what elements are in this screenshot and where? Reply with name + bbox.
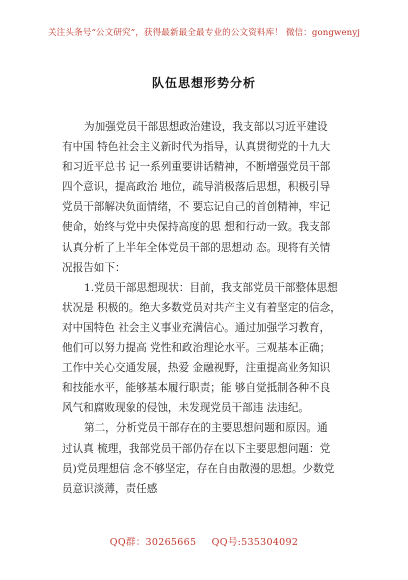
body-line: 第二，分析党员干部存在的主要思想问题和原因。通 [84,422,328,435]
body-line: 风气和腐败现象的侵蚀，未发现党员干部违 法违纪。 [62,402,310,415]
body-line: 和习近平总书 记一系列重要讲话精神，不断增强党员干部 [62,161,331,174]
body-line: 1.党员干部思想现状：目前，我支部党员干部整体思想 [84,281,338,294]
body-line: 为加强党员干部思想政治建设，我支部以习近平建设 [84,121,328,133]
header-promo-note: 关注头条号“公文研究”，获得最新最全最专业的公文资料库！ 微信：gongwenyj [47,28,361,38]
body-line: 过认真 梳理，我部党员干部仍存在以下主要思想问题：党 [62,442,331,455]
footer-qq-number: QQ号:535304092 [211,537,299,548]
body-line: 况报告如下： [62,261,126,274]
body-line: 工作中关心交通发展，热爱 金融视野，注重提高业务知识 [62,362,331,375]
body-line: 对中国特色 社会主义事业充满信心。通过加强学习教育， [62,321,331,334]
body-line: 和技能水平，能够基本履行职责；能 够自觉抵制各种不良 [62,382,331,395]
body-line: 有中国 特色社会主义新时代为指导，认真贯彻党的十九大 [62,141,331,154]
body-line: 员)党员理想信 念不够坚定，存在自由散漫的思想。少数党 [62,462,335,475]
body-line: 员意识淡薄，责任感 [62,482,158,495]
body-line: 他们可以努力提高 党性和政治理论水平。三观基本正确； [62,342,331,355]
footer-qq-group: QQ群：30265665 [109,537,197,548]
document-title: 队伍思想形势分析 [151,76,256,90]
body-line: 四个意识，提高政治 地位，疏导消极落后思想，积极引导 [62,181,331,194]
body-line: 状况是 积极的。绝大多数党员对共产主义有着坚定的信念， [62,301,341,314]
body-line: 使命，始终与党中央保持高度的思 想和行动一致。我支部 [62,221,331,234]
footer-contact [0,534,408,548]
body-line: 认真分析了上半年全体党员干部的思想动 态。现将有关情 [62,241,331,254]
body-line: 党员干部解决负面情绪，不 要忘记自己的首创精神，牢记 [62,201,331,214]
document-body [62,117,360,499]
